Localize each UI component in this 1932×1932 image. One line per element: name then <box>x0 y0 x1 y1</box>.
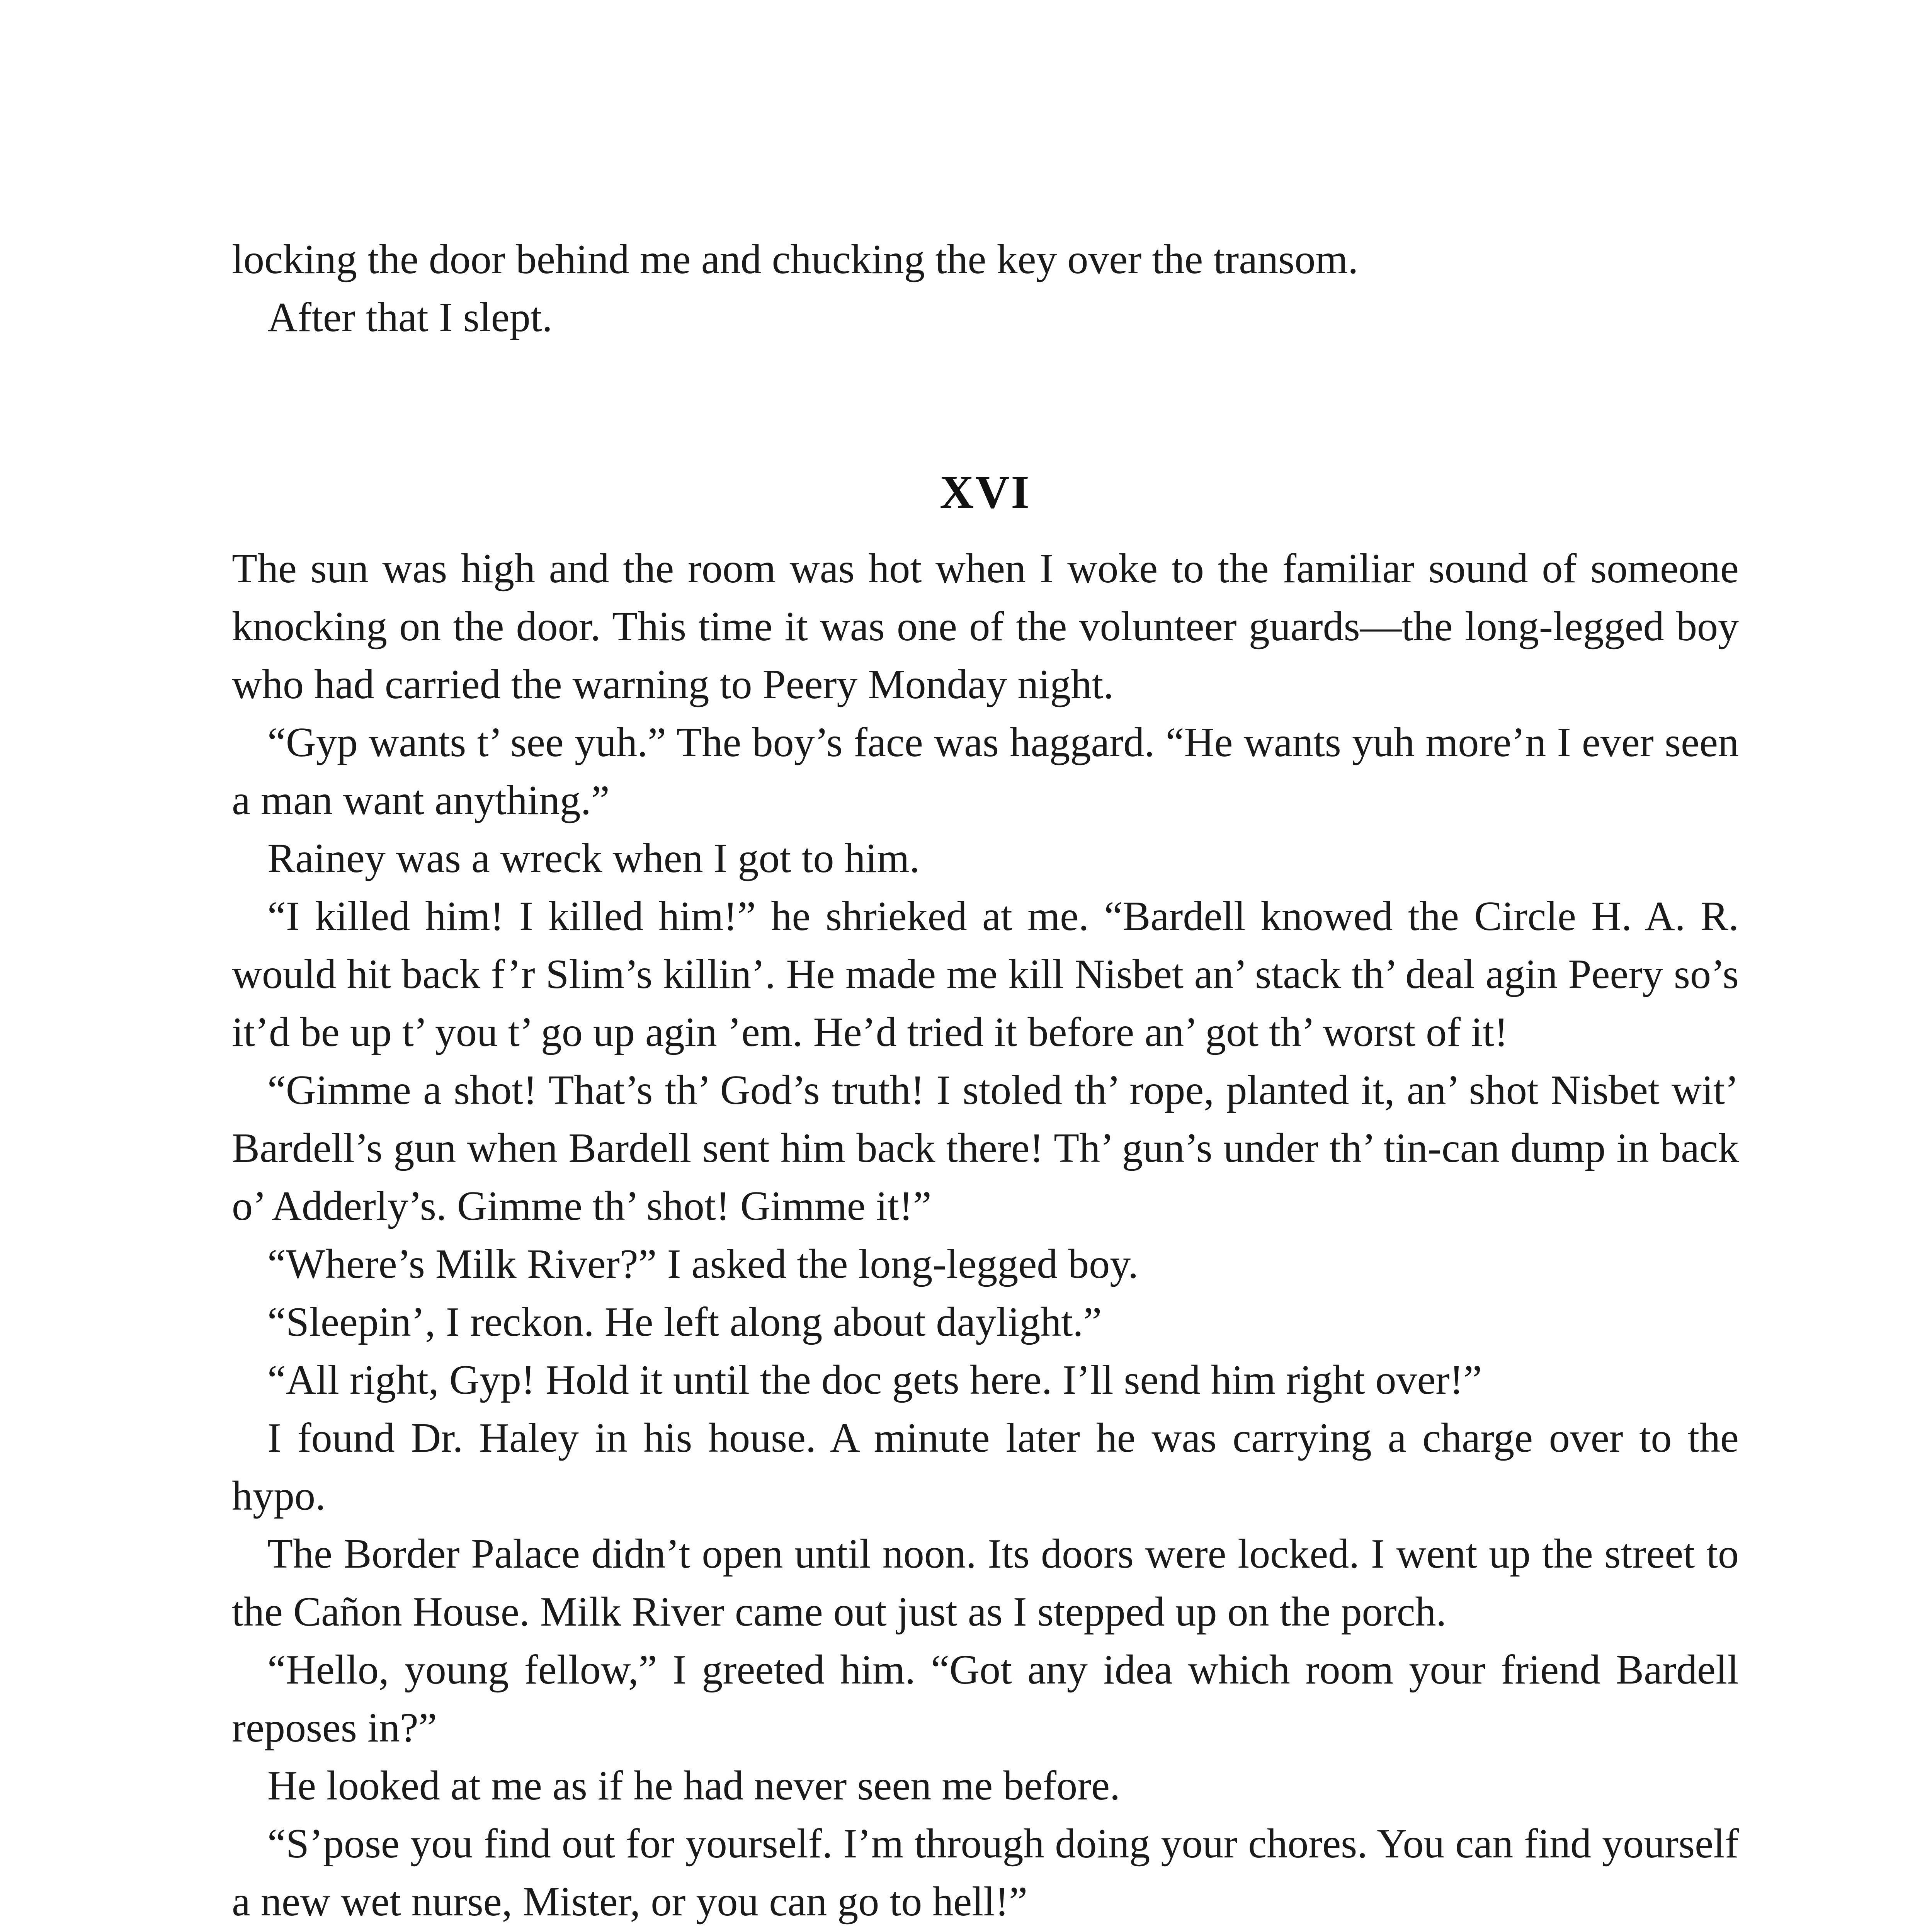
chapter-body <box>232 540 1739 1932</box>
paragraph: After that I slept. <box>267 294 553 340</box>
paragraph: “Sleepin’, I reckon. He left along about daylight.” <box>267 1299 1102 1345</box>
paragraph: I found Dr. Haley in his house. A minute later he was carrying a charge over to the hypo. <box>232 1415 1739 1519</box>
paragraph: “Where’s Milk River?” I asked the long-legged boy. <box>267 1241 1139 1287</box>
paragraph: “All right, Gyp! Hold it until the doc gets here. I’ll send him right over!” <box>267 1357 1482 1403</box>
paragraph-opening: The sun was high and the room was hot when I woke to the familiar sound of someone knocking on the door. This time it was one of the volunteer guards—the long-legged boy who had carried the warning to Peery Monday night. <box>232 546 1739 707</box>
paragraph: He looked at me as if he had never seen me before. <box>267 1763 1121 1809</box>
paragraph: “Gyp wants t’ see yuh.” The boy’s face was haggard. “He wants yuh more’n I ever seen a man want anything.” <box>232 719 1739 823</box>
paragraph-continued: locking the door behind me and chucking the key over the transom. <box>232 236 1359 282</box>
paragraph: “Gimme a shot! That’s th’ God’s truth! I stoled th’ rope, planted it, an’ shot Nisbet wit’ Bardell’s gun when Bardell sent him back there! Th’ gun’s under th’ tin-can dump in back o’ Adderly’s. Gimme th’ shot! Gimme it!” <box>232 1067 1739 1229</box>
paragraph: Rainey was a wreck when I got to him. <box>267 835 920 881</box>
chapter-heading: XVI <box>940 466 1031 519</box>
paragraph: “Hello, young fellow,” I greeted him. “Got any idea which room your friend Bardell reposes in?” <box>232 1647 1739 1751</box>
continued-text <box>232 231 1739 347</box>
paragraph: “I killed him! I killed him!” he shrieked at me. “Bardell knowed the Circle H. A. R. would hit back f’r Slim’s killin’. He made me kill Nisbet an’ stack th’ deal agin Peery so’s it’d be up t’ you t’ go up agin ’em. He’d tried it before an’ got th’ worst of it! <box>232 893 1739 1055</box>
paragraph: “S’pose you find out for yourself. I’m through doing your chores. You can find yourself a new wet nurse, Mister, or you can go to hell!” <box>232 1821 1739 1925</box>
paragraph: The Border Palace didn’t open until noon. Its doors were locked. I went up the street to the Cañon House. Milk River came out just as I stepped up on the porch. <box>232 1531 1739 1635</box>
